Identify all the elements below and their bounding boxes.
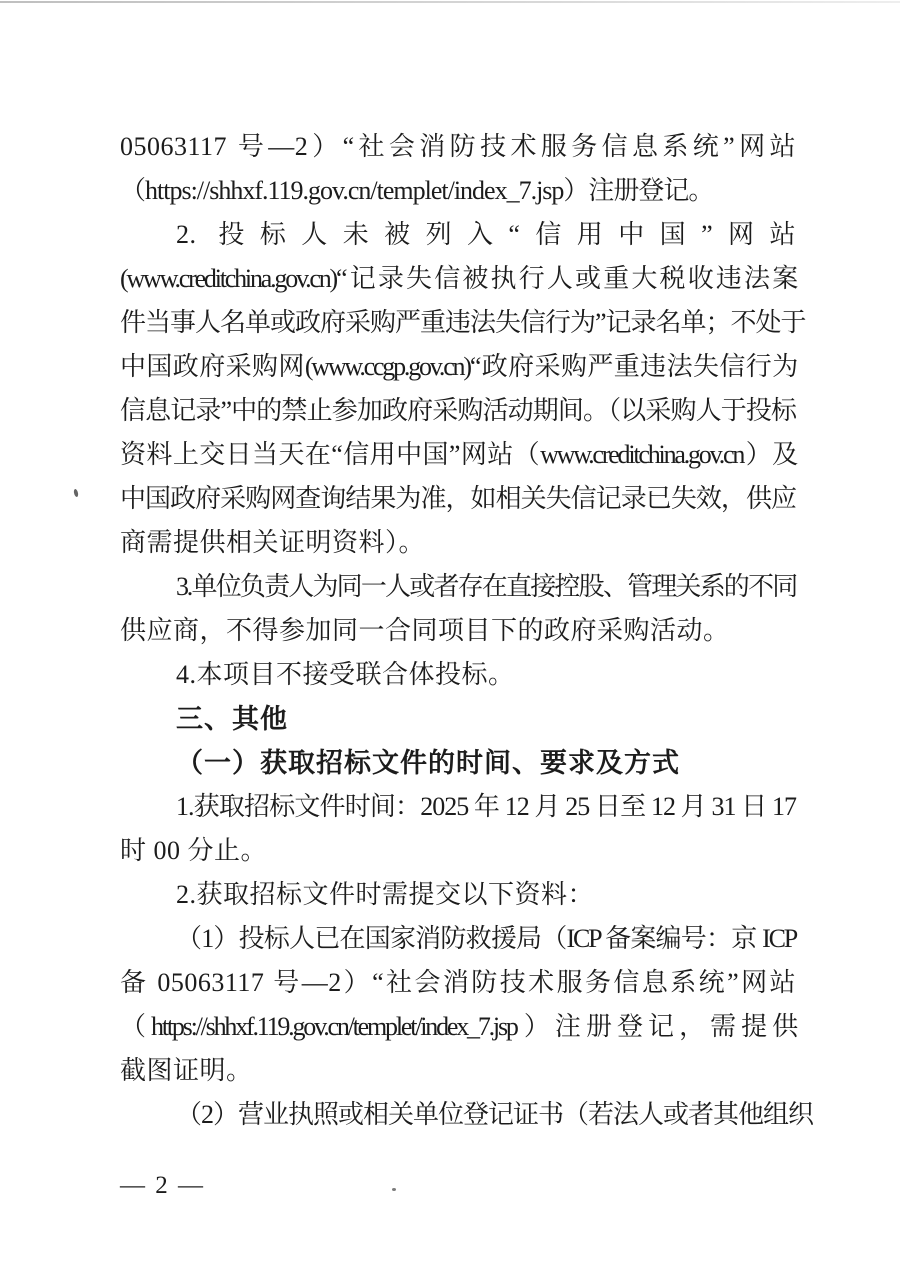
page-number: — 2 — [120,1172,205,1199]
text-line: 05063117 号—2）“社会消防技术服务信息系统”网站 [120,132,796,161]
text-line: 时 00 分止。 [120,836,268,865]
text-line: 4.本项目不接受联合体投标。 [176,660,515,689]
scan-artifact-dot [392,1188,396,1191]
text-line: （https://shhxf.119.gov.cn/templet/index_7.jsp）注册登记。 [120,176,714,205]
text-line: 截图证明。 [120,1056,253,1085]
text-line: 3.单位负责人为同一人或者存在直接控股、管理关系的不同 [176,572,796,601]
section-heading: 三、其他 [176,704,288,734]
subsection-heading: （一）获取招标文件的时间、要求及方式 [176,748,680,778]
text-line: （2）营业执照或相关单位登记证书（若法人或者其他组织 [176,1100,814,1129]
scan-artifact-top-line [0,1,900,3]
text-line: (www.creditchina.gov.cn)“记录失信被执行人或重大税收违法案 [120,264,796,293]
scan-artifact-speck [73,489,79,498]
text-line: 资料上交日当天在“信用中国”网站（www.creditchina.gov.cn）及 [120,440,796,469]
text-line: （https://shhxf.119.gov.cn/templet/index_7.jsp）注册登记，需提供 [120,1012,796,1041]
text-line: 商需提供相关证明资料）。 [120,528,426,557]
text-line: 1.获取招标文件时间：2025 年 12 月 25 日至 12 月 31 日 17 [176,792,796,821]
text-line: 2.获取招标文件时需提交以下资料： [176,880,595,909]
text-line: 中国政府采购网查询结果为准，如相关失信记录已失效，供应 [120,484,796,513]
text-line: 供应商，不得参加同一合同项目下的政府采购活动。 [120,616,730,645]
text-line: （1）投标人已在国家消防救援局（ICP 备案编号：京 ICP [176,924,796,953]
text-line: 中国政府采购网(www.ccgp.gov.cn)“政府采购严重违法失信行为 [120,352,796,381]
document-body [120,125,814,1137]
text-line: 信息记录”中的禁止参加政府采购活动期间。（以采购人于投标 [120,396,796,425]
text-line: 备 05063117 号—2）“社会消防技术服务信息系统”网站 [120,968,796,997]
text-line: 件当事人名单或政府采购严重违法失信行为”记录名单；不处于 [120,308,806,337]
text-line: 2. 投标人未被列入“信用中国”网站 [176,220,796,249]
